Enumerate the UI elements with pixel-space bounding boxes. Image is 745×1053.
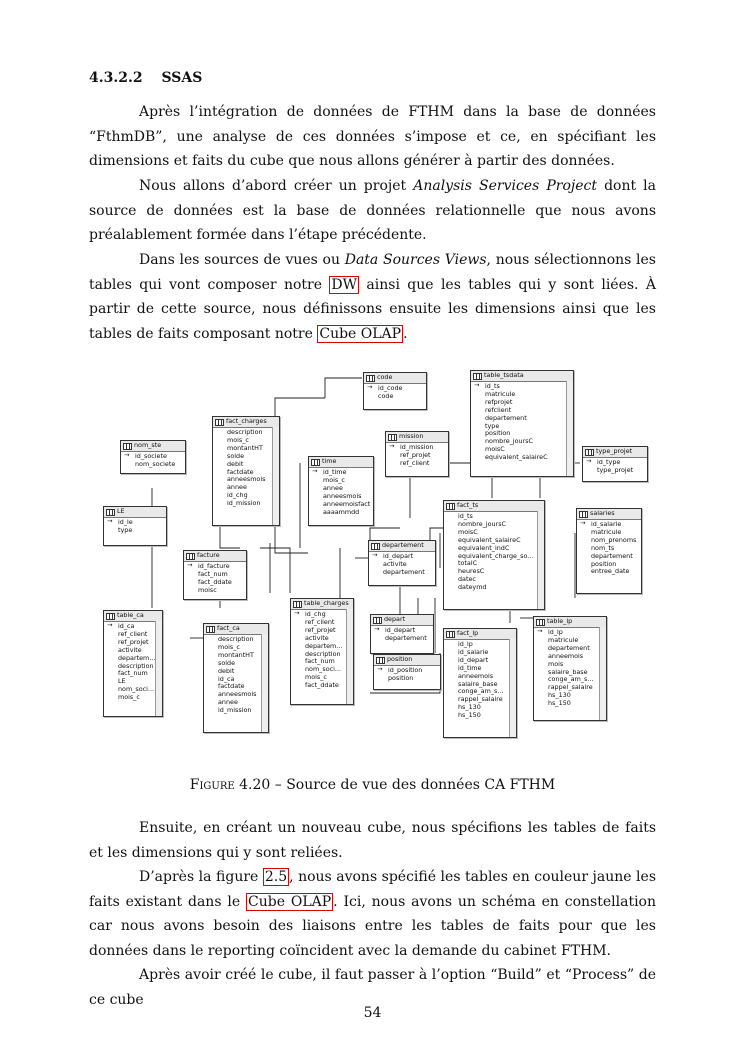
table-column: type_projet — [597, 465, 634, 474]
table-column: salaire_base — [548, 667, 588, 676]
table-column: type — [118, 525, 133, 534]
table-departement[interactable] — [368, 540, 436, 586]
table-icon — [123, 443, 132, 450]
primary-key-column: → id_depart — [371, 553, 433, 561]
p3-italic: Data Sources Views — [344, 252, 487, 268]
p5-text-c: . Ici, nous avons un schéma en constellation car nous avons besoin des liaisons entre les tables de faits pour que les données dans le reporting coïncident avec la demande du cabinet FTHM. — [89, 893, 656, 959]
table-name: time — [322, 457, 337, 466]
table-name: departement — [382, 541, 424, 550]
table-name: table_ca — [117, 611, 144, 620]
table-header — [121, 441, 185, 452]
table-column: heuresC — [458, 567, 485, 576]
table-column: montantHT — [227, 443, 263, 452]
table-icon — [366, 375, 375, 382]
table-column: annee — [323, 483, 343, 492]
section-heading — [89, 70, 202, 86]
figure-label: Figure 4.20 — [189, 777, 271, 793]
table-depart[interactable] — [370, 614, 434, 654]
table-column: nom_prenoms — [591, 535, 637, 544]
table-table_lp[interactable] — [533, 616, 607, 721]
table-column: debit — [227, 459, 244, 468]
section-number: 4.3.2.2 — [89, 70, 143, 86]
table-icon — [293, 601, 302, 608]
primary-key-column: → id_lp — [536, 629, 604, 637]
table-column: nombre_joursC — [458, 519, 507, 528]
table-column: activite — [383, 559, 407, 568]
table-column: nom_ts — [591, 543, 615, 552]
table-column: activite — [305, 633, 329, 642]
table-column: type — [485, 421, 500, 430]
table-header — [444, 629, 516, 640]
paragraph-6: Après avoir créé le cube, il faut passer à l’option “Build” et “Process” de ce cube — [89, 967, 656, 1008]
primary-key-column: → id_code — [366, 385, 424, 393]
table-header — [471, 371, 573, 382]
table-column: mois_c — [118, 693, 140, 702]
table-column: rappel_salaire — [548, 683, 593, 692]
table-column: id_time — [458, 663, 482, 672]
table-column: id_ca — [218, 674, 235, 683]
paragraph-4: Ensuite, en créant un nouveau cube, nous spécifions les tables de faits et les dimensions qui y sont reliées. — [89, 820, 656, 861]
table-column: anneesmois — [218, 690, 257, 699]
table-column: factdate — [227, 467, 254, 476]
table-column: departement — [548, 643, 590, 652]
table-icon — [579, 511, 588, 518]
primary-key-column: → id_facture — [186, 563, 244, 571]
table-fact_charges[interactable] — [212, 416, 280, 526]
primary-key-column: → id_societe — [123, 453, 183, 461]
paragraph-3 — [89, 248, 656, 346]
p3-text-c: ainsi que les tables qui y sont liées. À partir de cette source, nous définissons ensuite les dimensions ainsi que les tables de faits composant notre — [89, 276, 656, 342]
table-column: anneemois — [458, 671, 494, 680]
p2-italic: Analysis Services Project — [413, 178, 597, 194]
table-header — [369, 541, 435, 552]
table-header — [104, 507, 166, 518]
table-column: ref_projet — [118, 637, 149, 646]
table-icon — [106, 613, 115, 620]
table-icon — [388, 434, 397, 441]
table-name: nom_ste — [134, 441, 162, 450]
table-column: conge_am_s... — [548, 675, 594, 684]
table-column: solde — [218, 658, 236, 667]
table-name: code — [377, 373, 393, 382]
link-cube-olap-2[interactable]: Cube OLAP — [248, 893, 332, 910]
primary-key-column: → id_chg — [293, 611, 351, 619]
paragraph-1: Après l’intégration de données de FTHM dans la base de données “FthmDB”, une analyse de ces données s’impose et ce, en spécifiant les dimensions et faits du cube que nous allons générer à partir des données. — [89, 104, 656, 169]
table-name: LE — [117, 507, 125, 516]
table-column: refprojet — [485, 397, 513, 406]
table-column: position — [591, 559, 617, 568]
table-time[interactable] — [308, 456, 374, 526]
table-column: datec — [458, 575, 476, 584]
table-column: description — [118, 661, 154, 670]
table-name: fact_charges — [226, 417, 267, 426]
p2-text-a: Nous allons d’abord créer un projet — [139, 178, 414, 194]
table-column: mois_c — [323, 475, 345, 484]
table-table_tsdata[interactable] — [470, 370, 574, 477]
table-scrollbar[interactable] — [155, 621, 162, 716]
table-header — [386, 432, 448, 443]
p2-text-b: dont la source de données est la base de données relationnelle que nous avons préalablement formée dans l’étape précédente. — [89, 178, 657, 243]
table-scrollbar[interactable] — [261, 634, 268, 732]
table-column: moisC — [458, 527, 478, 536]
page-number: 54 — [363, 1005, 382, 1021]
link-figure-2-5[interactable]: 2.5 — [264, 869, 288, 885]
table-header — [213, 417, 279, 428]
table-column: moisc — [198, 585, 217, 594]
p3-text-a: Dans les sources de vues ou — [139, 252, 345, 268]
table-column: departem... — [305, 641, 343, 650]
table-icon — [473, 373, 482, 380]
table-header — [184, 551, 246, 562]
table-header — [444, 501, 544, 512]
table-scrollbar[interactable] — [272, 427, 279, 525]
table-icon — [373, 617, 382, 624]
table-column: activite — [118, 645, 142, 654]
table-icon — [536, 619, 545, 626]
table-column: hs_150 — [548, 699, 571, 708]
table-scrollbar[interactable] — [566, 381, 573, 476]
paragraph-5 — [89, 865, 656, 963]
primary-key-column: → id_ca — [106, 623, 160, 631]
primary-key-column: → id_mission — [388, 444, 446, 452]
table-column: montantHT — [218, 650, 254, 659]
table-column: departement — [591, 551, 633, 560]
table-column: entree_date — [591, 567, 630, 576]
table-column: id_lp — [458, 640, 473, 648]
table-column: position — [388, 673, 414, 682]
table-column: departem... — [118, 653, 156, 662]
table-column: ref_client — [118, 629, 148, 638]
table-table_charges[interactable] — [290, 598, 354, 705]
table-header — [104, 611, 162, 622]
table-column: hs_130 — [458, 703, 481, 712]
p3-text-b: , nous sélectionnons les tables qui vont composer notre — [89, 252, 656, 293]
table-column: refclient — [485, 405, 512, 414]
table-column: fact_num — [305, 657, 335, 666]
table-icon — [371, 543, 380, 550]
figure-caption — [0, 777, 745, 793]
table-column: departement — [383, 567, 425, 576]
table-column: id_depart — [458, 655, 489, 664]
table-column: anneemoisfact — [323, 499, 371, 508]
table-column: debit — [218, 666, 235, 675]
table-icon — [446, 631, 455, 638]
table-icon — [311, 459, 320, 466]
table-scrollbar[interactable] — [346, 609, 353, 704]
p3-text-d: . — [403, 325, 408, 342]
table-fact_ts[interactable] — [443, 500, 545, 610]
table-column: ref_projet — [400, 450, 431, 459]
table-fact_ca[interactable] — [203, 623, 269, 733]
link-cube-olap[interactable]: Cube OLAP — [319, 325, 402, 342]
table-icon — [186, 553, 195, 560]
table-column: ref_projet — [305, 625, 336, 634]
table-column: description — [305, 649, 341, 658]
table-name: type_projet — [596, 447, 633, 456]
table-name: fact_ts — [457, 501, 479, 510]
table-column: id_chg — [227, 491, 248, 500]
table-column: matricule — [548, 635, 579, 644]
table-le[interactable] — [103, 506, 167, 546]
table-column: equivalent_salaireC — [458, 535, 521, 544]
table-column: anneemois — [548, 651, 584, 660]
table-name: fact_lp — [457, 629, 479, 638]
table-column: conge_am_s... — [458, 687, 504, 696]
table-icon — [215, 419, 224, 426]
table-column: ref_client — [400, 458, 430, 467]
primary-key-column: → id_salarie — [579, 521, 639, 529]
table-facture[interactable] — [183, 550, 247, 600]
table-scrollbar[interactable] — [509, 639, 516, 737]
figure-text: Source de vue des données CA FTHM — [286, 777, 556, 793]
table-name: position — [387, 655, 413, 664]
table-column: nom_societe — [135, 459, 176, 468]
table-column: salaire_base — [458, 679, 498, 688]
table-header — [364, 373, 426, 384]
table-column: aaaammdd — [323, 507, 360, 516]
paragraph-2 — [89, 174, 656, 248]
table-column: totalC — [458, 559, 478, 568]
figure-separator: – — [270, 777, 287, 793]
table-header — [583, 447, 647, 458]
table-scrollbar[interactable] — [599, 627, 606, 720]
table-column: ref_client — [305, 617, 335, 626]
table-header — [371, 615, 433, 626]
table-column: equivalent_charge_so... — [458, 551, 534, 560]
primary-key-column: → id_depart — [373, 627, 431, 635]
table-header — [204, 624, 268, 635]
table-name: fact_ca — [217, 624, 240, 633]
table-header — [577, 509, 641, 520]
table-column: id_ts — [458, 512, 473, 520]
table-column: departement — [485, 413, 527, 422]
table-header — [534, 617, 606, 628]
table-name: salaries — [590, 509, 615, 518]
table-nom_ste[interactable] — [120, 440, 186, 474]
table-column: departement — [385, 633, 427, 642]
data-source-view-diagram — [100, 368, 660, 738]
table-mission[interactable] — [385, 431, 449, 477]
table-table_ca[interactable] — [103, 610, 163, 717]
table-column: id_salarie — [458, 647, 489, 656]
table-column: annee — [218, 698, 238, 707]
table-column: equivalent_indC — [458, 543, 510, 552]
primary-key-column: → id_type — [585, 459, 645, 467]
table-name: table_charges — [304, 599, 349, 608]
table-icon — [206, 626, 215, 633]
table-column: nom_soci... — [118, 685, 155, 694]
table-header — [291, 599, 353, 610]
p5-text-a: D’après la figure — [139, 869, 263, 885]
primary-key-column: → id_ts — [473, 383, 571, 391]
table-icon — [376, 657, 385, 664]
table-column: factdate — [218, 682, 245, 691]
table-column: position — [485, 429, 511, 438]
table-header — [374, 655, 440, 666]
section-title: SSAS — [161, 70, 203, 86]
primary-key-column: → id_le — [106, 519, 164, 527]
table-name: depart — [384, 615, 406, 624]
table-column: equivalent_salaireC — [485, 453, 548, 462]
table-column: fact_num — [198, 569, 228, 578]
table-name: facture — [197, 551, 220, 560]
table-column: description — [227, 428, 263, 436]
table-column: dateymd — [458, 583, 487, 592]
link-dw[interactable]: DW — [331, 276, 358, 293]
table-column: solde — [227, 451, 245, 460]
table-icon — [446, 503, 455, 510]
table-column: mois_c — [305, 673, 327, 682]
table-column: id_mission — [227, 499, 261, 508]
table-column: mois_c — [227, 435, 249, 444]
table-column: hs_130 — [548, 691, 571, 700]
table-column: fact_ddate — [198, 577, 232, 586]
primary-key-column: → id_time — [311, 469, 371, 477]
table-salaries[interactable] — [576, 508, 642, 594]
table-code[interactable] — [363, 372, 427, 410]
table-icon — [585, 449, 594, 456]
table-column: nombre_joursC — [485, 437, 534, 446]
table-column: anneesmois — [227, 475, 266, 484]
table-column: anneesmois — [323, 491, 362, 500]
table-column: description — [218, 635, 254, 643]
table-column: fact_ddate — [305, 681, 339, 690]
table-column: code — [378, 391, 394, 400]
table-scrollbar[interactable] — [537, 511, 544, 609]
table-column: id_mission — [218, 706, 252, 715]
table-fact_lp[interactable] — [443, 628, 517, 738]
table-column: matricule — [485, 389, 516, 398]
table-column: annee — [227, 483, 247, 492]
table-column: rappel_salaire — [458, 695, 503, 704]
table-column: mois — [548, 659, 564, 668]
table-column: mois_c — [218, 642, 240, 651]
table-column: LE — [118, 677, 126, 686]
table-column: matricule — [591, 527, 622, 536]
table-column: hs_150 — [458, 711, 481, 720]
table-header — [309, 457, 373, 468]
table-type_projet[interactable] — [582, 446, 648, 482]
primary-key-column: → id_position — [376, 667, 438, 675]
table-icon — [106, 509, 115, 516]
table-name: table_tsdata — [484, 371, 524, 380]
table-name: table_lp — [547, 617, 573, 626]
table-position[interactable] — [373, 654, 441, 690]
p5-text-b: , nous avons spécifié les tables en couleur jaune les faits existant dans le — [89, 869, 657, 910]
table-column: moisC — [485, 445, 505, 454]
table-column: nom_soci... — [305, 665, 342, 674]
table-name: mission — [399, 432, 424, 441]
table-column: fact_num — [118, 669, 148, 678]
